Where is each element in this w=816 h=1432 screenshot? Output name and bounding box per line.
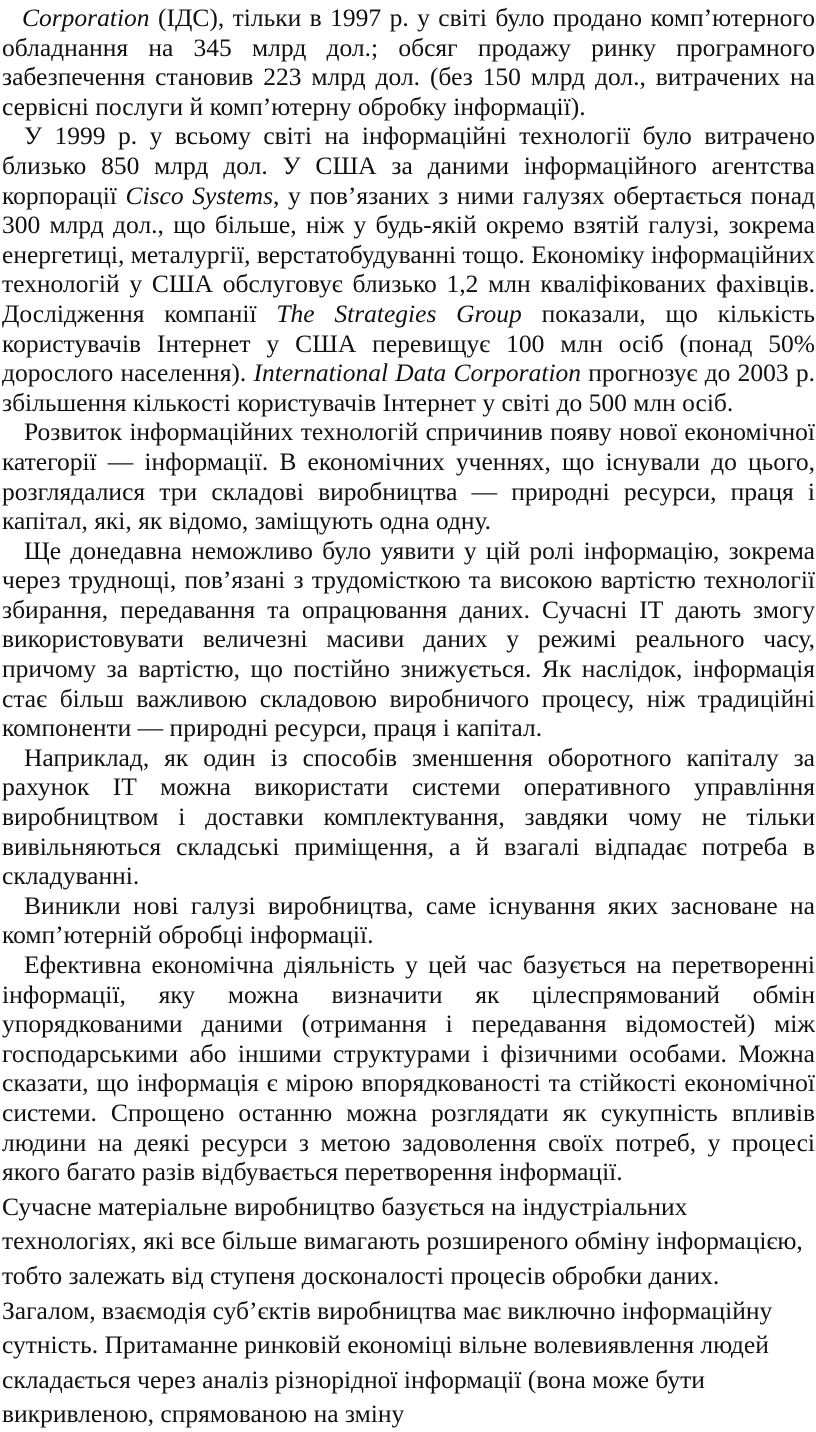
paragraph-3: [2, 417, 815, 535]
paragraph-4-text-1: Ще донедавна неможливо було уявити у цій ролі інформацію, зокрема через труднощі, пов’язані з трудомісткою та високою вартістю технології збирання, передавання та опрацювання даних. Сучасні ІТ дають змогу використовувати величезні масиви даних у режимі реального часу, причому за вартістю, що постійно знижується. Як наслідок, інформація стає більш важливою складовою виробничого процесу, ніж традиційні компоненти — природні ресурси, праця і капітал.: [2, 535, 815, 743]
paragraph-1: [2, 3, 815, 121]
paragraph-4: [2, 536, 815, 743]
paragraph-6: [2, 891, 815, 950]
paragraph-2-text-3: показали, що кількість користувачів Інтернет у США перевищує 100 млн осіб (понад 50% дорослого населення).: [2, 298, 815, 388]
paragraph-5-text-1: Наприклад, як один із способів зменшення оборотного капіталу за рахунок ІТ можна використати системи оперативного управління виробництвом і доставки комплектування, завдяки чому не тільки вивільняються складські приміщення, а й взагалі відпадає потреба в складуванні.: [2, 742, 815, 891]
paragraph-2-text-1: У 1999 р. у всьому світі на інформаційні технології було витрачено близько 850 млрд дол. У США за даними інформаційного агентства корпорації: [2, 121, 815, 210]
paragraph-5: [2, 743, 815, 891]
paragraph-7: [2, 950, 815, 1187]
paragraph-1-italic-1: Corporation: [22, 3, 150, 32]
paragraph-3-text-1: Розвиток інформаційних технологій спричинив появу нової економічної категорії — інформації. В економічних ученнях, що існували до цього, розглядалися три складові виробництва — природні ресурси, праця і капітал, які, як відомо, заміщують одна одну.: [2, 417, 815, 536]
paragraph-2-italic-3: International Data Corporation: [253, 358, 582, 388]
paragraph-2: [2, 121, 815, 417]
paragraph-1-text-1: (ІДС), тільки в 1997 р. у світі було продано комп’ютерного обладнання на 345 млрд дол.; обсяг продажу ринку програмного забезпечення становив 223 млрд дол. (без 150 млрд дол., витрачених на сервісні послуги й комп’ютерну обробку інформації).: [2, 3, 815, 121]
paragraph-8-text-1: Сучасне матеріальне виробництво базується на індустріальних технологіях, які все більше вимагають розширеного обміну інформацією, тобто залежать від ступеня досконалості процесів обробки даних. Загалом, взаємодія суб’єктів виробництва має виключно інформаційну сутність. Притаманне ринковій економіці вільне волевиявлення людей складається через аналіз різнорідної інформації (вона може бути викривленою, спрямованою на зміну: [2, 1191, 803, 1429]
paragraph-6-text-1: Виникли нові галузі виробництва, саме існування яких засноване на комп’ютерній обробці інформації.: [2, 890, 815, 950]
paragraph-2-italic-1: Cisco Systems: [125, 180, 274, 210]
paragraph-2-italic-2: The Strategies Group: [276, 298, 522, 328]
paragraph-2-text-4: прогнозує до 2003 р. збільшення кількості користувачів Інтернет у світі до 500 млн осіб.: [2, 358, 815, 417]
paragraph-7-text-1: Ефективна економічна діяльність у цей час базується на перетворенні інформації, яку можна визначити як цілеспрямований обмін упорядкованими даними (отримання і передавання відомостей) між господарськими або іншими структурами і фізичними особами. Можна сказати, що інформація є мірою впорядкованості та стійкості економічної системи. Спрощено останню можна розглядати як сукупність впливів людини на деякі ресурси з метою задоволення своїх потреб, у процесі якого багато разів відбувається перетворення інформації.: [2, 950, 815, 1187]
paragraph-8: [2, 1190, 815, 1432]
paragraph-2-text-2: , у пов’язаних з ними галузях обертається понад 300 млрд дол., що більше, ніж у будь-якій окремо взятій галузі, зокрема енергетиці, металургії, верстатобудуванні тощо. Економіку інформаційних технологій у США обслуговує близько 1,2 млн кваліфікованих фахівців. Дослідження компанії: [2, 180, 815, 328]
